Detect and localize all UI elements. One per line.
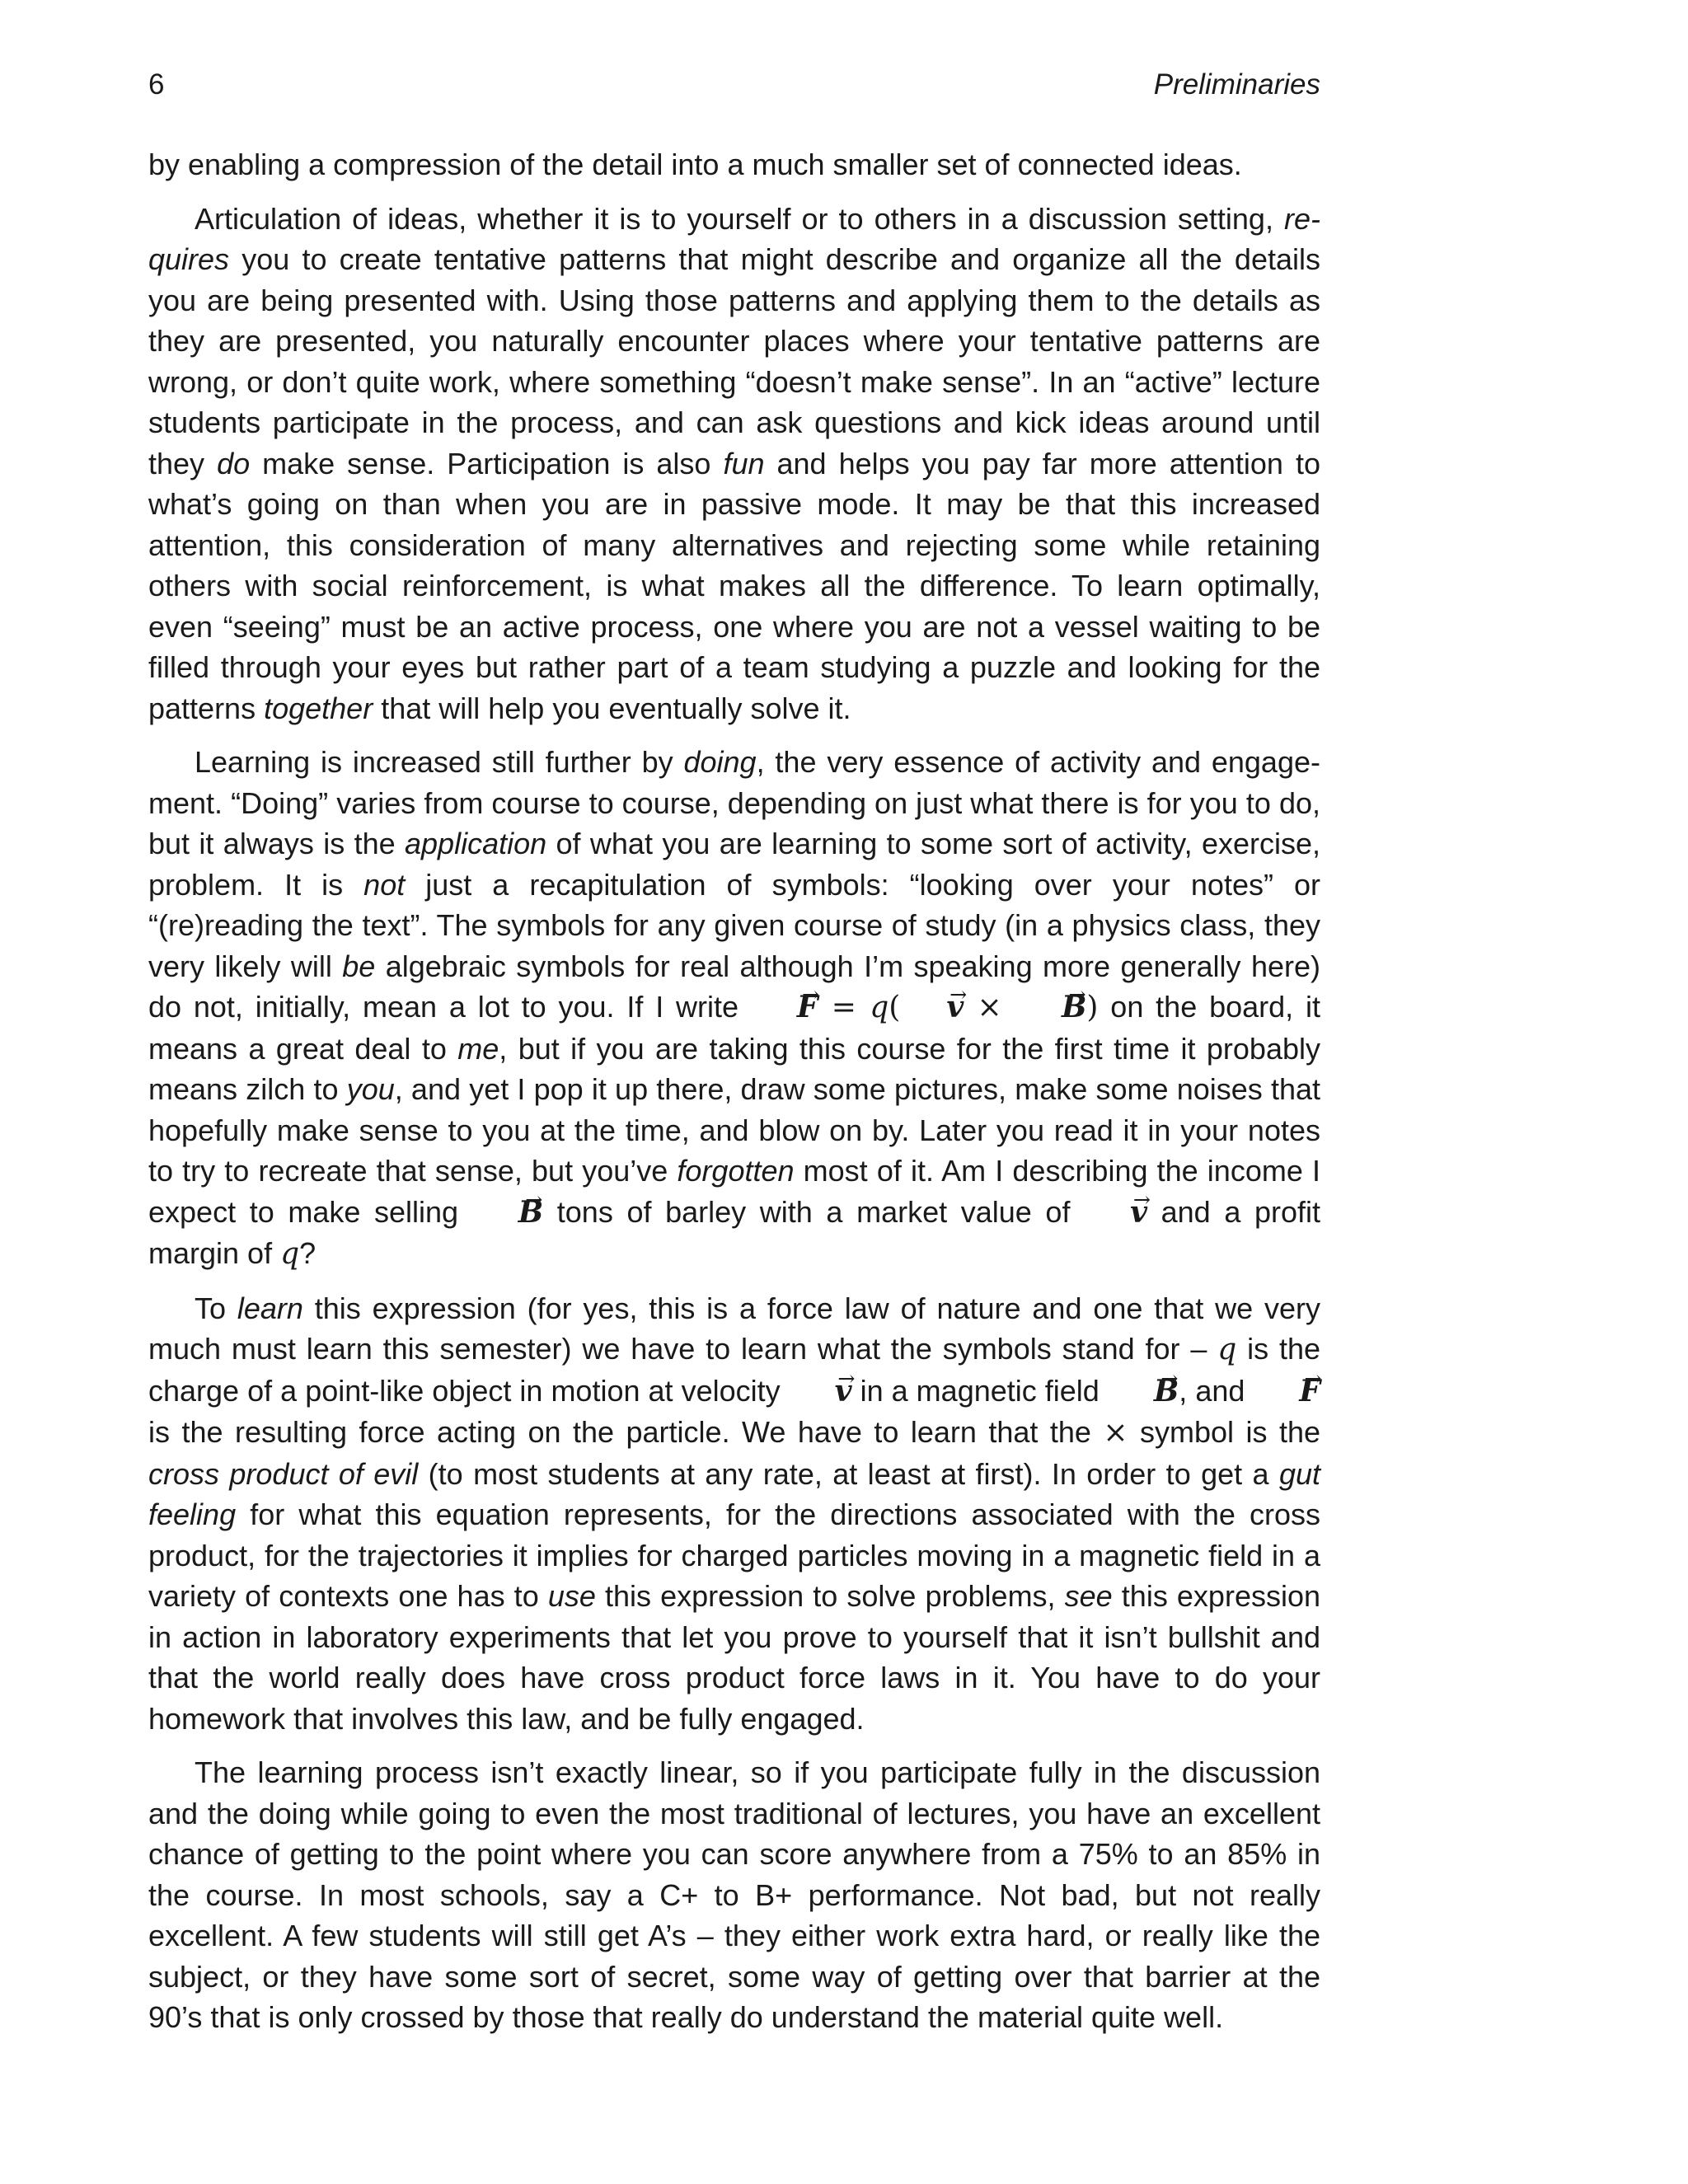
text-run: of what you are learning to some sort of activity, exercise, problem. It is xyxy=(148,827,1321,902)
paragraph-5 xyxy=(148,1752,1320,2038)
emphasis: learn xyxy=(237,1291,303,1325)
emphasis: forgotten xyxy=(677,1154,795,1188)
text-run: for what this equation represents, for the directions associated with the cross product, for the trajectories it implies for charged particles moving in a magnetic field in a variety of contexts one has to xyxy=(148,1497,1320,1613)
running-header xyxy=(148,64,1320,105)
emphasis: cross product of evil xyxy=(148,1456,419,1491)
vector-B: B → xyxy=(472,1193,543,1234)
text-run: by enabling a compression of the detail into a much smaller set of connected ideas. xyxy=(148,148,1242,181)
text-run: is the charge of a point-like object in motion at velocity xyxy=(148,1332,1320,1408)
text-run: just a recapitulation of symbols: “looking over your notes” or “(re)reading the text”. The symbols for any given course of study (in a physics class, they very likely will xyxy=(148,867,1320,983)
emphasis: do xyxy=(217,446,251,480)
emphasis: me xyxy=(457,1031,499,1066)
text-run: , but if you are taking this course for the first time it probably means zilch to xyxy=(148,1031,1320,1106)
text-run: (to most students at any rate, at least at first). In order to get a xyxy=(418,1456,1279,1491)
emphasis: be xyxy=(342,949,376,983)
emphasis: not xyxy=(363,867,406,902)
cross-symbol: × xyxy=(1103,1416,1128,1450)
text-run: , and xyxy=(1179,1373,1254,1408)
page-number: 6 xyxy=(148,68,165,101)
text-run: this expression in action in laboratory experiments that let you prove to yourself that it isn’t bullshit and that the world really does have cross product force laws in it. You have to do your homework that involves this law, and be fully engaged. xyxy=(148,1579,1321,1736)
emphasis: doing xyxy=(683,745,757,779)
text-run: on the board, it means a great deal to xyxy=(148,990,1320,1066)
force-law-equation xyxy=(751,991,1099,1024)
emphasis: you xyxy=(346,1072,395,1106)
paragraph-3 xyxy=(148,742,1320,1275)
emphasis: requires xyxy=(148,201,1320,276)
open-paren: ( xyxy=(889,991,901,1024)
vector-v: v → xyxy=(789,1371,852,1413)
text-run: , and yet I pop it up there, draw some pictures, make some noises that hopefully make sense to you at the time, and blow on by. Later you read it in your notes to try to recreate that sense, but you’ve xyxy=(148,1072,1320,1188)
emphasis: together xyxy=(264,691,373,725)
vector-F: F → xyxy=(1253,1371,1320,1413)
text-run: and a profit margin of xyxy=(148,1194,1321,1270)
symbol-q: q xyxy=(1217,1333,1237,1366)
emphasis: application xyxy=(405,827,547,860)
text-run: ? xyxy=(299,1236,316,1270)
text-run: Learning is increased still further by xyxy=(195,745,684,779)
vector-v: v → xyxy=(900,987,964,1029)
text-run: you to create tentative patterns that might describe and organize all the details you are being presented with. Using those patterns and applying them to the details as they are presented, you naturally encounter places where your tentative patterns are wrong, or don’t quite work, where something “doesn’t make sense”. In an “active” lecture students participate in the process, and can ask questions and kick ideas around until they xyxy=(148,242,1320,480)
close-paren: ) xyxy=(1086,991,1099,1024)
text-run: this expression (for yes, this is a force law of nature and one that we very much must learn this semester) we have to learn what the symbols stand for – xyxy=(148,1291,1320,1366)
emphasis: use xyxy=(547,1579,596,1613)
emphasis: gut feeling xyxy=(148,1456,1320,1531)
cross-symbol: × xyxy=(964,991,1015,1024)
symbol-q: q xyxy=(870,991,889,1024)
vector-B: B → xyxy=(1015,987,1086,1029)
text-run: most of it. Am I describing the income I expect to make selling xyxy=(148,1154,1320,1229)
paragraph-1 xyxy=(148,144,1320,185)
text-run: algebraic symbols for real although I’m speaking more generally here) do not, initially, mean a lot to you. If I write xyxy=(148,949,1320,1024)
text-run: tons of barley with a market value of xyxy=(543,1194,1085,1229)
equals-sign: = xyxy=(818,991,870,1024)
text-run: this expression to solve problems, xyxy=(595,1579,1065,1613)
text-run: To xyxy=(195,1291,237,1325)
text-run: , the very essence of activity and engagement. “Doing” varies from course to course, depending on just what there is for you to do, but it always is the xyxy=(148,745,1320,860)
vector-B: B → xyxy=(1108,1371,1179,1413)
paragraph-4 xyxy=(148,1288,1320,1740)
text-run: in a magnetic field xyxy=(851,1373,1108,1408)
text-run: is the resulting force acting on the particle. We have to learn that the xyxy=(148,1415,1104,1449)
text-run: The learning process isn’t exactly linear, so if you participate fully in the discussion and the doing while going to even the most traditional of lectures, you have an excellent chance of getting to the point where you can score anywhere from a 75% to an 85% in the course. In most schools, say a C+ to B+ performance. Not bad, but not really excellent. A few students will still get A’s – they either work extra hard, or really like the subject, or they have some sort of secret, some way of getting over that barrier at the 90’s that is only crossed by those that really do understand the material quite well. xyxy=(148,1755,1320,2034)
symbol-q: q xyxy=(280,1237,300,1271)
running-title: Preliminaries xyxy=(1153,68,1320,101)
text-run: and helps you pay far more attention to what’s going on than when you are in passive mode. It may be that this increased attention, this consideration of many alternatives and rejecting some while retaining others with social reinforcement, is what makes all the difference. To learn optimally, even “seeing” must be an active process, one where you are not a vessel waiting to be filled through your eyes but rather part of a team studying a puzzle and looking for the patterns xyxy=(148,446,1320,725)
emphasis: fun xyxy=(723,446,765,480)
text-run: that will help you eventually solve it. xyxy=(373,691,851,725)
body-text xyxy=(148,144,1320,2051)
vector-F: F → xyxy=(751,987,818,1029)
emphasis: see xyxy=(1064,1579,1113,1613)
text-run: symbol is the xyxy=(1128,1415,1320,1449)
paragraph-2 xyxy=(148,199,1320,729)
vector-v: v → xyxy=(1084,1193,1147,1234)
text-run: make sense. Participation is also xyxy=(250,446,724,480)
text-run: Articulation of ideas, whether it is to yourself or to others in a discussion setting, xyxy=(195,201,1284,236)
